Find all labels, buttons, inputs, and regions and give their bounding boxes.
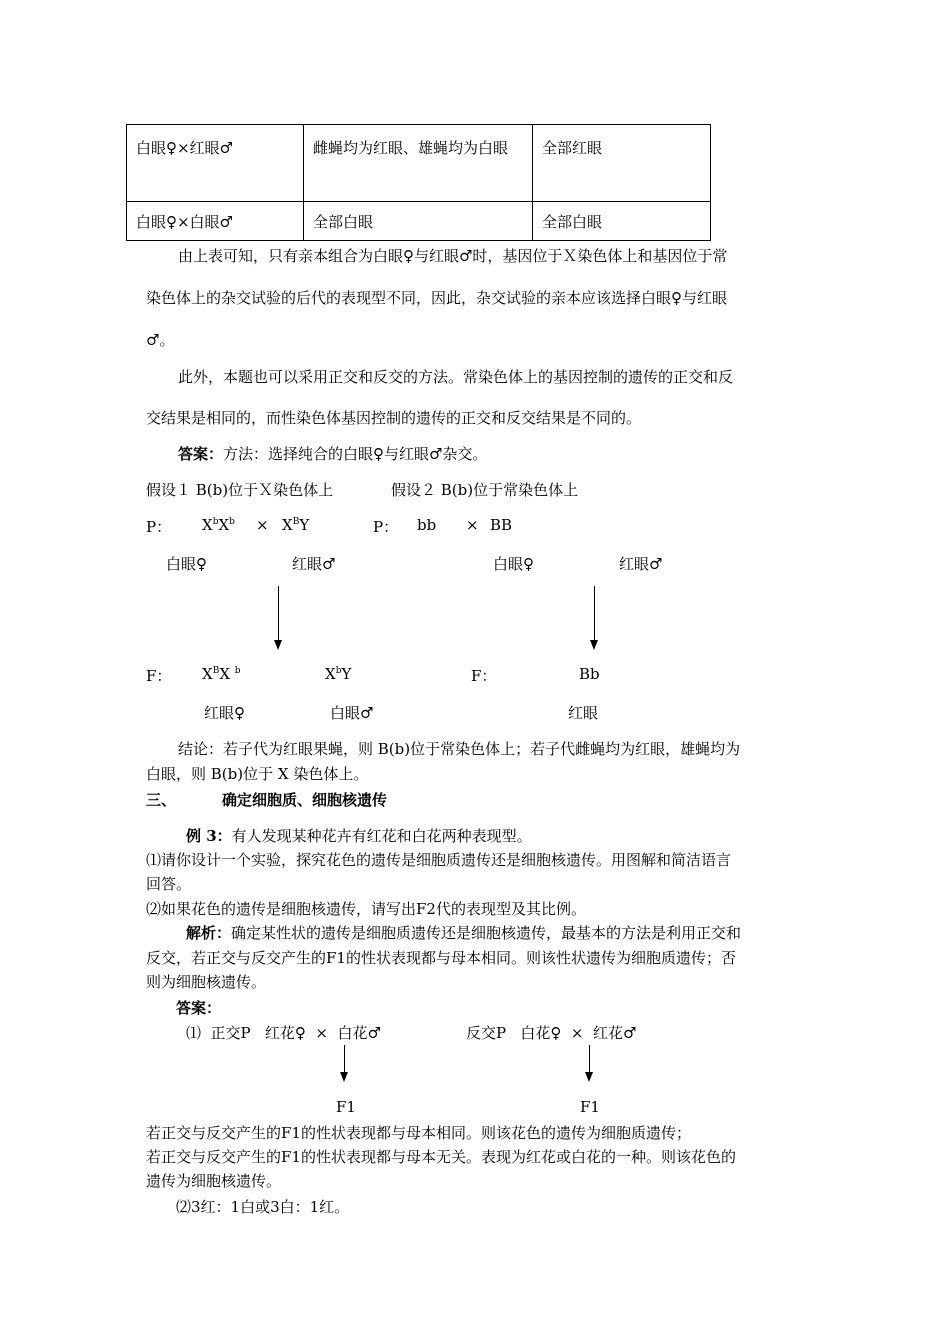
paragraph-line: 此外，本题也可以采用正交和反交的方法。常染色体上的基因控制的遗传的正交和反	[178, 368, 734, 386]
mother-genotype: bb	[417, 516, 437, 534]
hypothesis-1-title: 假设１ B(b)位于Ｘ染色体上	[146, 481, 334, 499]
example-line: 例 3：有人发现某种花卉有红花和白花两种表现型。	[186, 827, 532, 845]
f1-label: F1	[336, 1098, 356, 1116]
section-heading	[146, 789, 387, 810]
conclusion-line: 结论：若子代为红眼果蝇，则 B(b)位于常染色体上；若子代雌蝇均为红眼，雄蝇均为	[178, 740, 741, 758]
phenotype: 红眼♂	[292, 555, 336, 573]
hypothesis-2-title: 假设２ B(b)位于常染色体上	[391, 481, 579, 499]
table-cell: 白眼♀×红眼♂	[127, 125, 304, 202]
answer-text: 方法：选择纯合的白眼♀与红眼♂杂交。	[223, 445, 488, 463]
cross-results-table	[126, 124, 711, 241]
offspring-genotype: Bb	[579, 665, 600, 683]
father-genotype: $X^BY$	[282, 516, 310, 534]
f1-label: F1	[580, 1098, 600, 1116]
father-genotype: BB	[490, 516, 513, 534]
offspring-female-genotype: $X^BX$ $^b$	[202, 665, 241, 683]
answer-label: 答案：	[176, 999, 222, 1017]
phenotype: 白眼♂	[330, 704, 374, 722]
p-label: P：	[373, 518, 399, 536]
answer-label: 答案：	[178, 445, 224, 463]
table-cell: 全部白眼	[304, 202, 533, 241]
analysis-line: 反交，若正交与反交产生的F1的性状表现都与母本相同。则该性状遗传为细胞质遗传；否	[146, 949, 736, 967]
phenotype: 白眼♀	[166, 555, 207, 573]
table-row	[127, 202, 711, 241]
cross-symbol: ×	[466, 516, 479, 534]
phenotype: 白眼♀	[493, 555, 534, 573]
table-row	[127, 125, 711, 202]
analysis-label: 解析：	[186, 924, 232, 942]
section-title: 确定细胞质、细胞核遗传	[222, 791, 388, 809]
paragraph-line: 由上表可知，只有亲本组合为白眼♀与红眼♂时，基因位于Ｘ染色体上和基因位于常	[178, 247, 728, 265]
paragraph-line: ♂。	[146, 331, 175, 349]
table-cell: 全部红眼	[533, 125, 711, 202]
answer-line	[178, 443, 487, 464]
question-line: ⑴请你设计一个实验，探究花色的遗传是细胞质遗传还是细胞核遗传。用图解和简洁语言	[146, 851, 732, 869]
phenotype: 红眼♀	[204, 704, 245, 722]
cross-line: 反交P 白花♀ × 红花♂	[466, 1024, 637, 1042]
f-label: F：	[146, 667, 172, 685]
question-line: 回答。	[146, 875, 192, 893]
analysis-line: 解析：确定某性状的遗传是细胞质遗传还是细胞核遗传，最基本的方法是利用正交和	[186, 924, 742, 942]
table-cell: 白眼♀×白眼♂	[127, 202, 304, 241]
table-cell: 雌蝇均为红眼、雄蝇均为白眼	[304, 125, 533, 202]
conclusion-line: 白眼，则 B(b)位于 X 染色体上。	[146, 765, 369, 783]
phenotype: 红眼	[568, 704, 599, 722]
cross-line: ⑴ 正交P 红花♀ × 白花♂	[186, 1024, 381, 1042]
question-line: ⑵如果花色的遗传是细胞核遗传，请写出F2代的表现型及其比例。	[146, 900, 586, 918]
paragraph-line: 交结果是相同的，而性染色体基因控制的遗传的正交和反交结果是不同的。	[146, 409, 642, 427]
f-label: F：	[471, 667, 497, 685]
phenotype: 红眼♂	[619, 555, 663, 573]
p-label: P：	[146, 518, 172, 536]
cross-symbol: ×	[256, 516, 269, 534]
result-line: 遗传为细胞核遗传。	[146, 1172, 282, 1190]
section-number: 三、	[146, 791, 177, 809]
result-line: 若正交与反交产生的F1的性状表现都与母本无关。表现为红花或白花的一种。则该花色的	[146, 1148, 736, 1166]
analysis-line: 则为细胞核遗传。	[146, 973, 267, 991]
mother-genotype: $X^bX^b$	[202, 516, 235, 534]
table-cell: 全部白眼	[533, 202, 711, 241]
result-line: ⑵3红：1白或3白：1红。	[176, 1198, 350, 1216]
offspring-male-genotype: $X^bY$	[325, 665, 352, 683]
paragraph-line: 染色体上的杂交试验的后代的表现型不同，因此，杂交试验的亲本应该选择白眼♀与红眼	[146, 289, 727, 307]
result-line: 若正交与反交产生的F1的性状表现都与母本相同。则该花色的遗传为细胞质遗传；	[146, 1124, 691, 1142]
example-label: 例 3：	[186, 827, 232, 845]
